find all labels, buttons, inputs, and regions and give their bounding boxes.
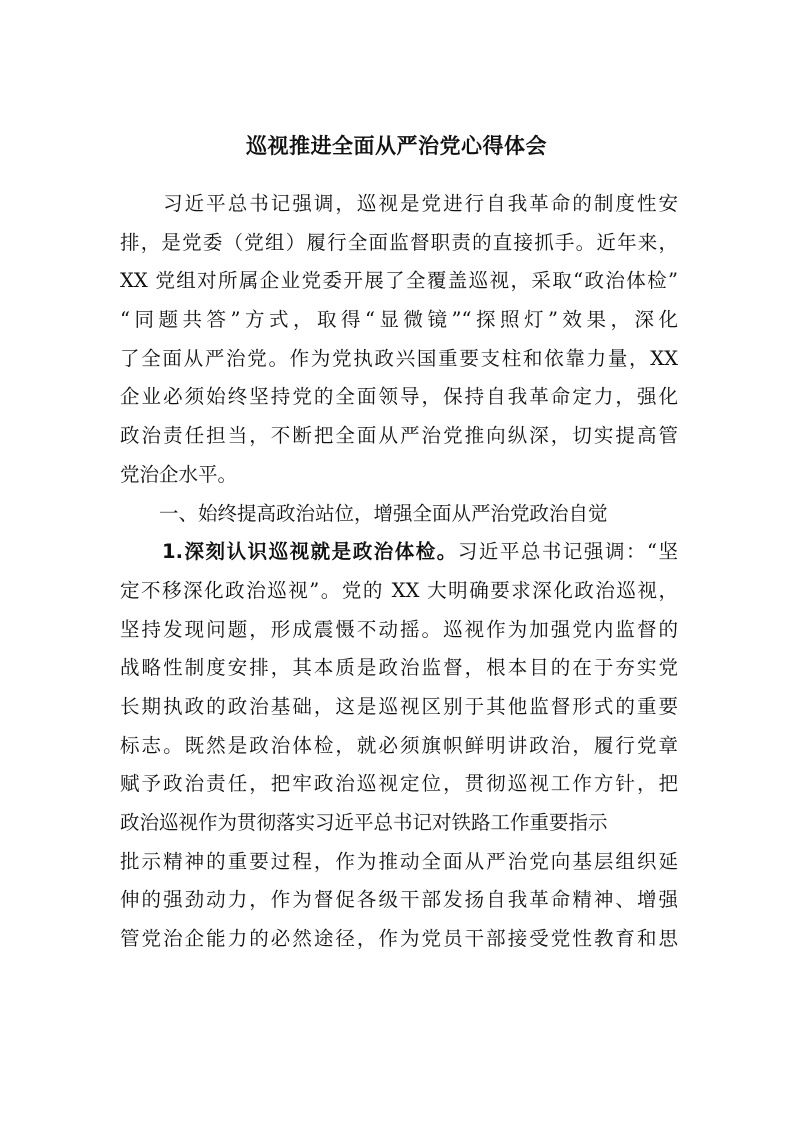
paragraph-line: 坚持发现问题，形成震慑不动摇。巡视作为加强党内监督的 [120, 617, 678, 641]
paragraph-line: 长期执政的政治基础，这是巡视区别于其他监督形式的重要 [120, 694, 678, 718]
paragraph-line: 政治责任担当，不断把全面从严治党推向纵深，切实提高管 [120, 424, 678, 448]
paragraph-line: 战略性制度安排，其本质是政治监督，根本目的在于夯实党 [120, 656, 678, 680]
paragraph-line: XX 党组对所属企业党委开展了全覆盖巡视，采取“政治体检” [120, 269, 678, 293]
subheading: 1.深刻认识巡视就是政治体检。 [120, 540, 458, 564]
paragraph-line: 党治企水平。 [120, 462, 238, 486]
document-title: 巡视推进全面从严治党心得体会 [246, 134, 547, 158]
paragraph-line: 排，是党委（党组）履行全面监督职责的直接抓手。近年来， [120, 230, 678, 254]
subheading-rest: 习近平总书记强调：“坚 [457, 540, 678, 564]
paragraph-line: 政治巡视作为贯彻落实习近平总书记对铁路工作重要指示 [120, 811, 608, 834]
document-body [120, 185, 678, 959]
paragraph-line: 管党治企能力的必然途径，作为党员干部接受党性教育和思 [120, 927, 678, 951]
section-heading: 一、始终提高政治站位，增强全面从严治党政治自觉 [120, 501, 608, 525]
paragraph-line: 定不移深化政治巡视”。党的 XX 大明确要求深化政治巡视， [120, 578, 678, 602]
paragraph-line: 了全面从严治党。作为党执政兴国重要支柱和依靠力量，XX [120, 346, 678, 370]
paragraph-line: 习近平总书记强调，巡视是党进行自我革命的制度性安 [120, 192, 678, 215]
paragraph-line: “同题共答”方式，取得“显微镜”“探照灯”效果，深化 [120, 308, 678, 332]
paragraph-line: 标志。既然是政治体检，就必须旗帜鲜明讲政治，履行党章 [120, 733, 678, 757]
paragraph-line: 赋予政治责任，把牢政治巡视定位，贯彻巡视工作方针，把 [120, 772, 678, 796]
paragraph-line-with-subheading [120, 533, 678, 572]
paragraph-line: 企业必须始终坚持党的全面领导，保持自我革命定力，强化 [120, 385, 678, 409]
paragraph-line: 伸的强劲动力，作为督促各级干部发扬自我革命精神、增强 [120, 888, 678, 912]
paragraph-line: 批示精神的重要过程，作为推动全面从严治党向基层组织延 [120, 849, 678, 873]
